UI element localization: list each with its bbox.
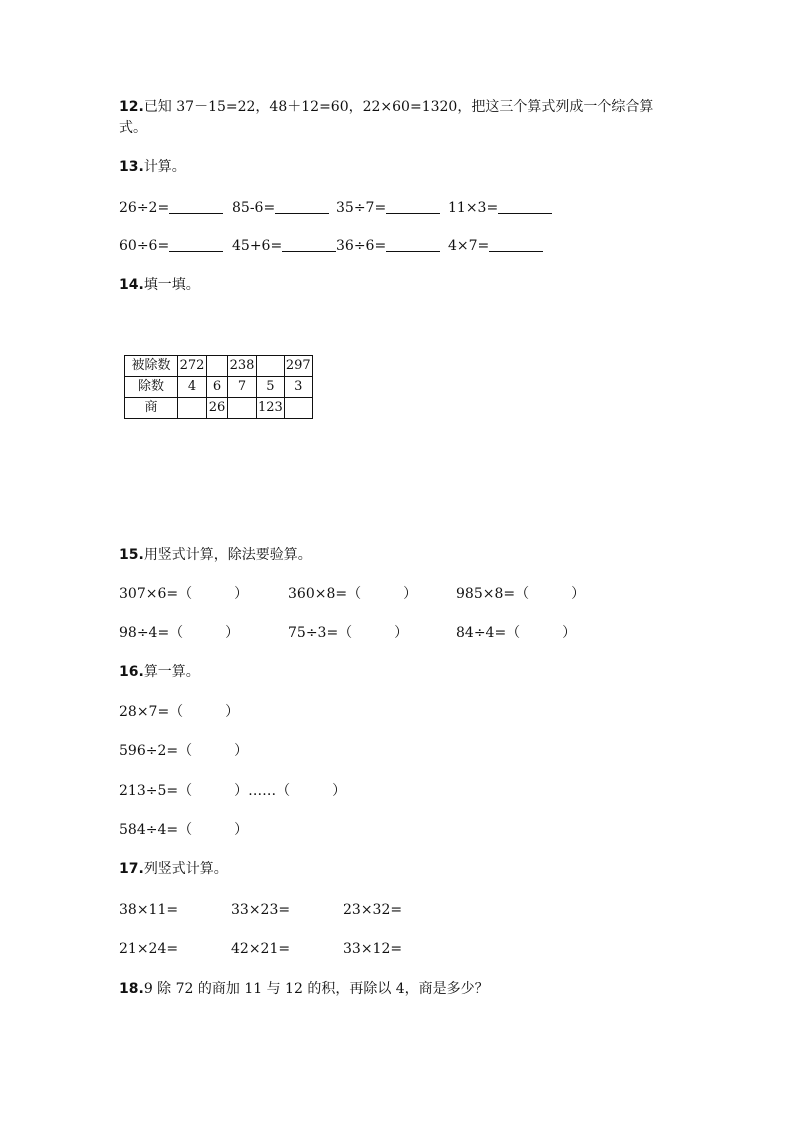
q15-item: 75÷3=（ ） bbox=[288, 625, 409, 641]
division-table bbox=[124, 355, 313, 419]
q15-heading bbox=[119, 545, 312, 565]
table-cell: 3 bbox=[284, 377, 312, 398]
q13-item: 4×7= bbox=[448, 236, 543, 256]
q15-item: 98÷4=（ ） bbox=[119, 625, 240, 641]
table-cell[interactable] bbox=[207, 356, 228, 377]
table-cell: 297 bbox=[284, 356, 312, 377]
q17-item: 21×24= bbox=[119, 941, 179, 957]
answer-blank[interactable] bbox=[386, 199, 440, 214]
q17-heading bbox=[119, 859, 228, 879]
answer-blank[interactable] bbox=[275, 199, 329, 214]
table-cell: 272 bbox=[178, 356, 207, 377]
q17-title: 列竖式计算。 bbox=[143, 861, 228, 877]
q18-number: 18. bbox=[119, 981, 144, 997]
answer-blank[interactable] bbox=[282, 237, 336, 252]
q18-text: 9 除 72 的商加 11 与 12 的积，再除以 4，商是多少？ bbox=[143, 981, 489, 997]
q16-number: 16. bbox=[119, 664, 144, 680]
q13-item: 36÷6= bbox=[336, 236, 440, 256]
table-cell: 6 bbox=[207, 377, 228, 398]
q13-item: 85-6= bbox=[232, 198, 329, 218]
q15-title: 用竖式计算，除法要验算。 bbox=[143, 547, 312, 563]
q13-item: 45+6= bbox=[232, 236, 336, 256]
q13-heading bbox=[119, 157, 186, 177]
row-header: 被除数 bbox=[125, 356, 178, 377]
table-cell: 4 bbox=[178, 377, 207, 398]
answer-blank[interactable] bbox=[498, 199, 552, 214]
answer-blank[interactable] bbox=[489, 237, 543, 252]
table-cell[interactable] bbox=[178, 398, 207, 419]
q14-title: 填一填。 bbox=[143, 277, 200, 293]
table-row bbox=[125, 377, 313, 398]
q16-item: 584÷4=（ ） bbox=[119, 822, 249, 838]
q17-item: 38×11= bbox=[119, 902, 179, 918]
q15-number: 15. bbox=[119, 547, 144, 563]
q18-line bbox=[119, 979, 489, 999]
q17-item: 33×23= bbox=[231, 902, 291, 918]
table-cell: 5 bbox=[257, 377, 285, 398]
q12-line2: 式。 bbox=[119, 120, 147, 136]
q13-title: 计算。 bbox=[143, 159, 186, 175]
row-header: 除数 bbox=[125, 377, 178, 398]
table-cell: 7 bbox=[228, 377, 257, 398]
q12-text: 已知 37－15=22，48＋12=60，22×60=1320，把这三个算式列成一个综合算 bbox=[143, 99, 654, 115]
q13-item: 60÷6= bbox=[119, 236, 223, 256]
q17-item: 33×12= bbox=[343, 941, 403, 957]
q15-item: 360×8=（ ） bbox=[288, 586, 418, 602]
q16-heading bbox=[119, 662, 200, 682]
table-cell: 26 bbox=[207, 398, 228, 419]
table-row bbox=[125, 356, 313, 377]
q14-heading bbox=[119, 275, 200, 295]
q17-item: 23×32= bbox=[343, 902, 403, 918]
q16-title: 算一算。 bbox=[143, 664, 200, 680]
answer-blank[interactable] bbox=[169, 199, 223, 214]
q15-item: 985×8=（ ） bbox=[456, 586, 586, 602]
q14-number: 14. bbox=[119, 277, 144, 293]
q16-item: 213÷5=（ ）……（ ） bbox=[119, 783, 347, 799]
q17-item: 42×21= bbox=[231, 941, 291, 957]
q15-item: 307×6=（ ） bbox=[119, 586, 249, 602]
q17-number: 17. bbox=[119, 861, 144, 877]
row-header: 商 bbox=[125, 398, 178, 419]
table-cell[interactable] bbox=[257, 356, 285, 377]
q12-line1 bbox=[119, 97, 653, 117]
table-cell: 123 bbox=[257, 398, 285, 419]
table-cell[interactable] bbox=[228, 398, 257, 419]
q16-item: 28×7=（ ） bbox=[119, 704, 240, 720]
answer-blank[interactable] bbox=[386, 237, 440, 252]
q13-item: 26÷2= bbox=[119, 198, 223, 218]
q13-item: 35÷7= bbox=[336, 198, 440, 218]
table-cell[interactable] bbox=[284, 398, 312, 419]
q16-item: 596÷2=（ ） bbox=[119, 743, 249, 759]
answer-blank[interactable] bbox=[169, 237, 223, 252]
q13-item: 11×3= bbox=[448, 198, 552, 218]
table-row bbox=[125, 398, 313, 419]
table-cell: 238 bbox=[228, 356, 257, 377]
q13-number: 13. bbox=[119, 159, 144, 175]
q15-item: 84÷4=（ ） bbox=[456, 625, 577, 641]
q12-number: 12. bbox=[119, 99, 144, 115]
